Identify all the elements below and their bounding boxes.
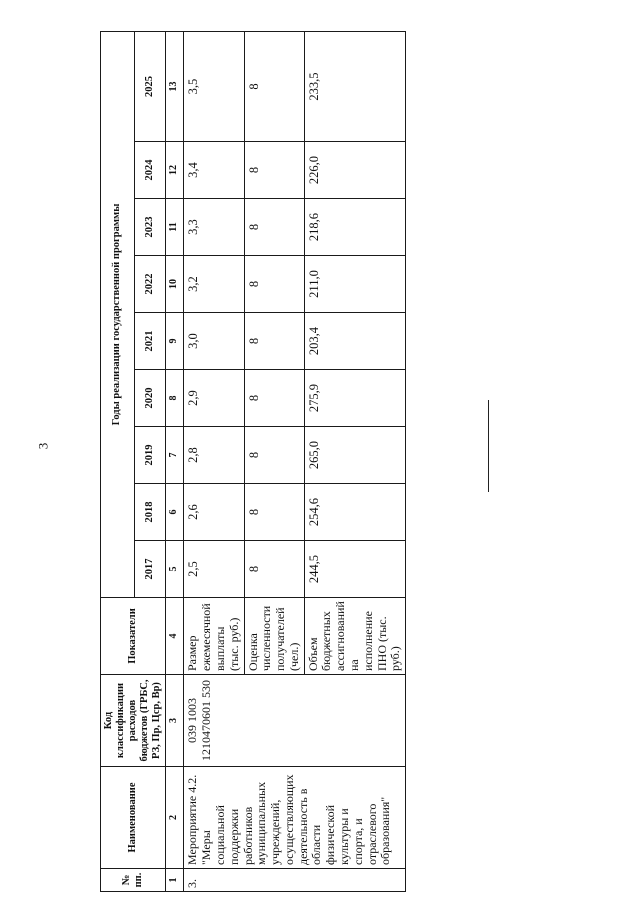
header-year: 2022 [134,256,165,313]
value-cell: 2,8 [184,427,244,484]
value-cell: 8 [244,256,304,313]
header-name: Наименование [101,767,166,869]
row-code: 039 1003 1210470601 530 [184,675,406,767]
column-index: 3 [166,675,184,767]
column-index: 6 [166,484,184,541]
row-num: 3. [184,869,406,892]
value-cell: 8 [244,142,304,199]
value-cell: 2,9 [184,370,244,427]
value-cell: 233,5 [304,31,406,141]
column-index: 9 [166,313,184,370]
header-code: Код классификации расходов бюджетов (ГРБС, РЗ, Пр, Цср, Вр) [101,675,166,767]
value-cell: 3,5 [184,31,244,141]
signature-line [488,400,489,492]
row-name: Мероприятие 4.2. "Меры социальной поддержки работников муниципальных учреждений, осуществляющих деятельность в области физической культуры и спорта, и отраслевого образования" [184,767,406,869]
value-cell: 226,0 [304,142,406,199]
value-cell: 275,9 [304,370,406,427]
column-index: 8 [166,370,184,427]
value-cell: 8 [244,199,304,256]
column-index: 2 [166,767,184,869]
value-cell: 203,4 [304,313,406,370]
value-cell: 8 [244,31,304,141]
header-num: № пп. [101,869,166,892]
value-cell: 244,5 [304,541,406,598]
header-years-group: Годы реализации государственной программы [101,31,135,597]
value-cell: 2,5 [184,541,244,598]
value-cell: 3,0 [184,313,244,370]
value-cell: 211,0 [304,256,406,313]
program-table [100,31,406,892]
indicator-label: Размер ежемесячной выплаты (тыс. руб.) [184,598,244,675]
value-cell: 254,6 [304,484,406,541]
header-year: 2021 [134,313,165,370]
value-cell: 8 [244,313,304,370]
header-indicators: Показатели [101,598,166,675]
value-cell: 2,6 [184,484,244,541]
indicator-label: Объем бюджетных ассигнований на исполнение ПНО (тыс. руб.) [304,598,406,675]
rotated-table-container [100,32,403,892]
value-cell: 265,0 [304,427,406,484]
column-index: 5 [166,541,184,598]
value-cell: 8 [244,484,304,541]
header-year: 2024 [134,142,165,199]
value-cell: 218,6 [304,199,406,256]
column-index: 12 [166,142,184,199]
column-index: 4 [166,598,184,675]
header-year: 2025 [134,31,165,141]
header-year: 2018 [134,484,165,541]
value-cell: 8 [244,370,304,427]
column-index: 10 [166,256,184,313]
value-cell: 8 [244,427,304,484]
column-index: 13 [166,31,184,141]
header-year: 2019 [134,427,165,484]
value-cell: 3,2 [184,256,244,313]
value-cell: 8 [244,541,304,598]
header-year: 2017 [134,541,165,598]
indicator-label: Оценка численности получателей (чел.) [244,598,304,675]
column-index: 11 [166,199,184,256]
value-cell: 3,4 [184,142,244,199]
column-index: 1 [166,869,184,892]
header-year: 2023 [134,199,165,256]
value-cell: 3,3 [184,199,244,256]
column-index: 7 [166,427,184,484]
header-year: 2020 [134,370,165,427]
page-number: 3 [35,442,51,450]
